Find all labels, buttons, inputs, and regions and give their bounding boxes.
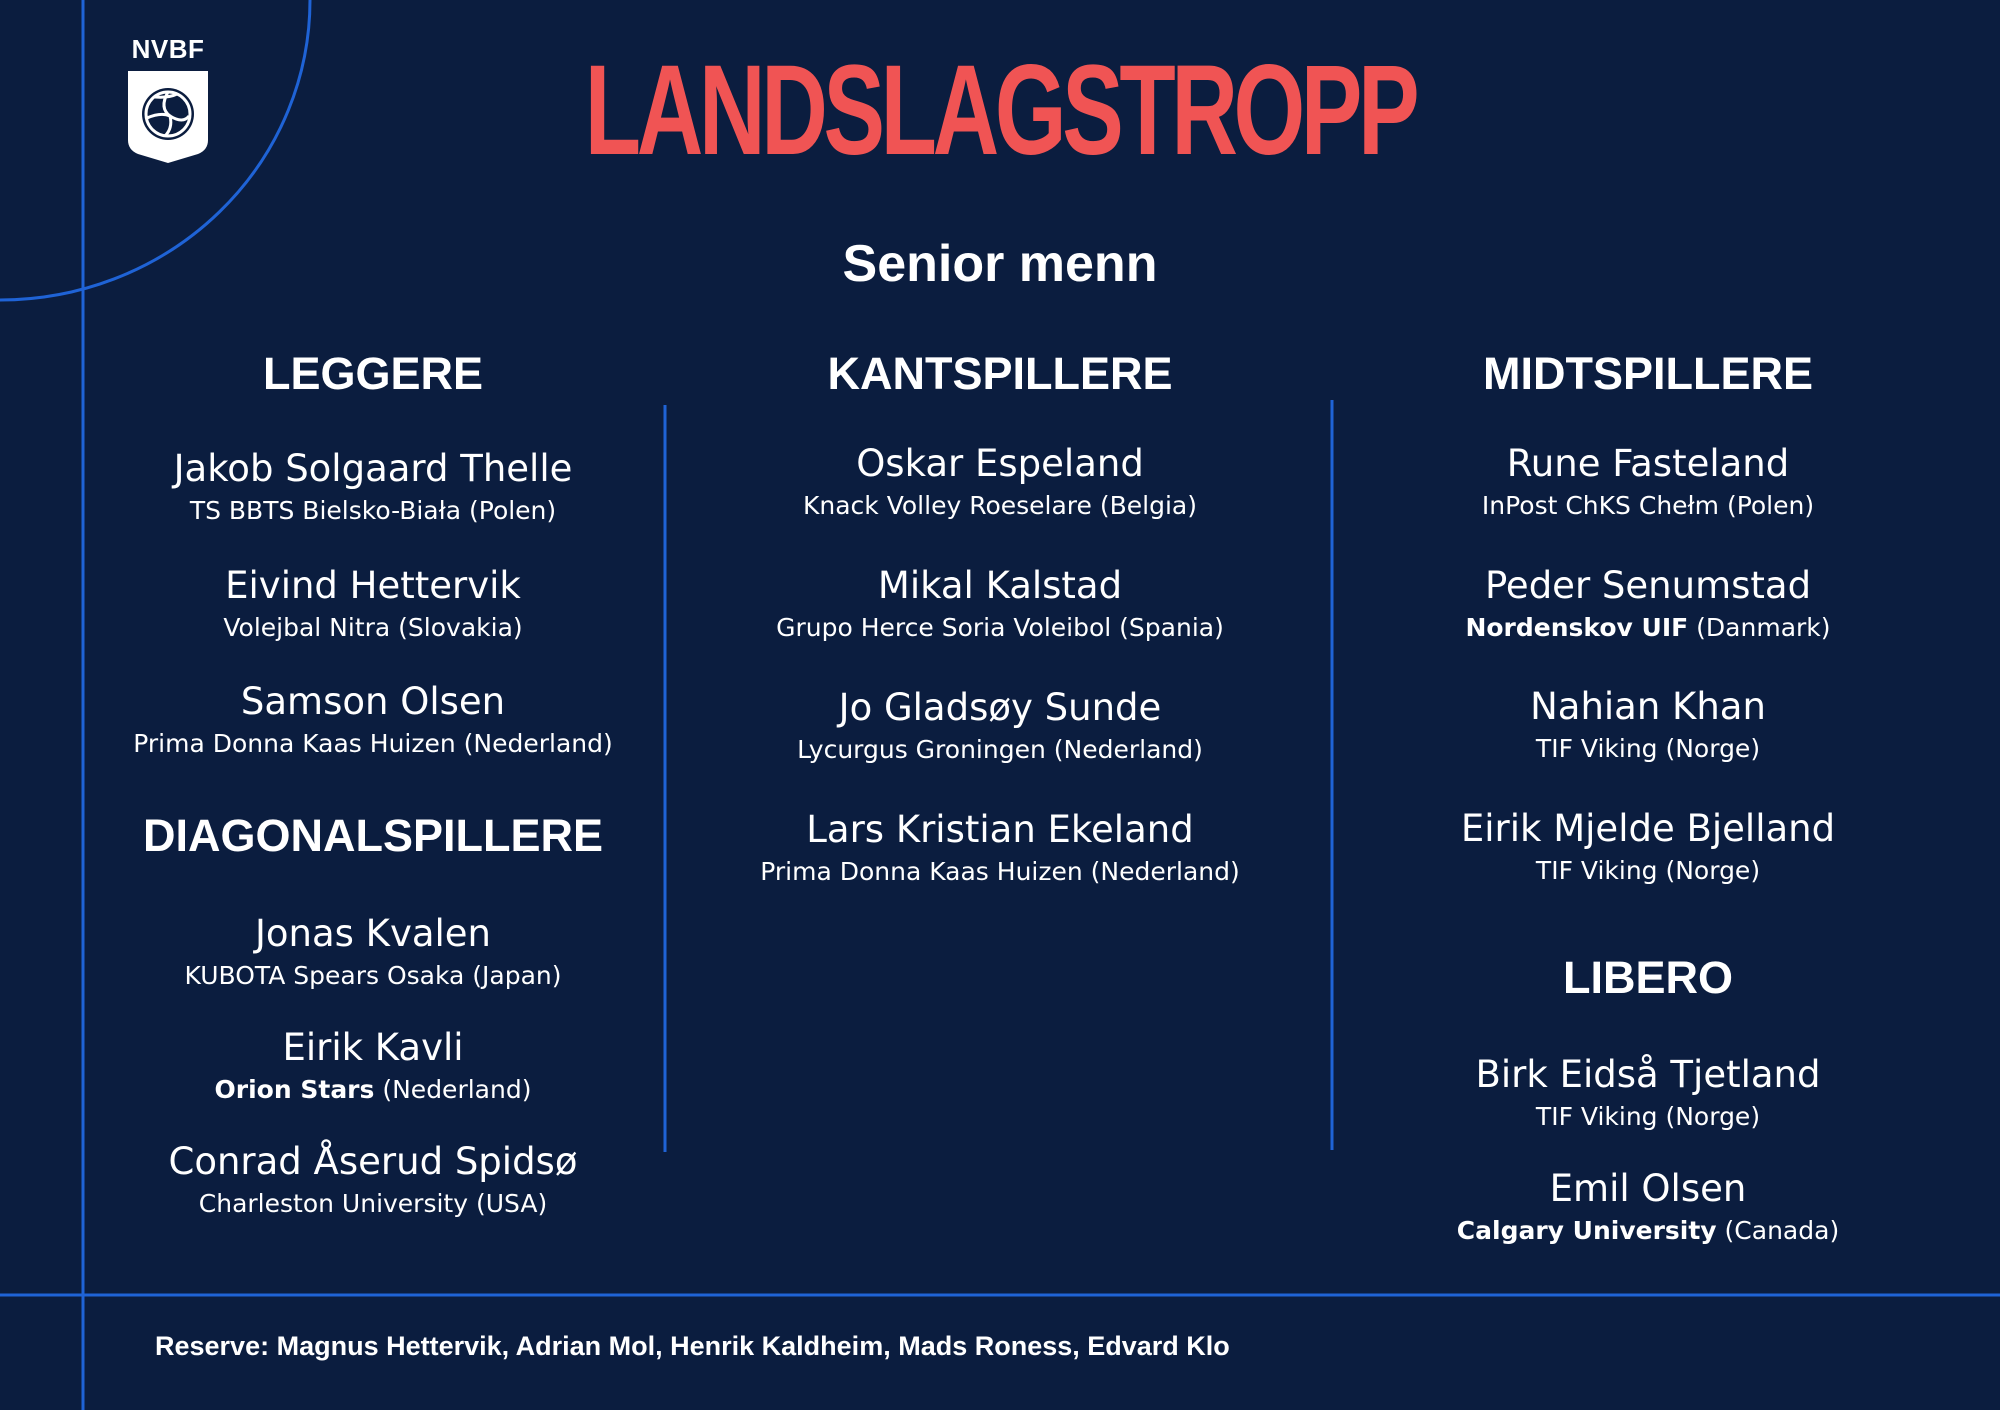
player-entry xyxy=(1398,1166,1898,1248)
player-name: Eirik Kavli xyxy=(282,1026,464,1069)
page-title: LANDSLAGSTROPP xyxy=(584,39,1416,182)
player-name: Eirik Mjelde Bjelland xyxy=(1460,807,1836,850)
player-entry xyxy=(750,563,1250,645)
player-club xyxy=(1398,611,1898,645)
reserve-list: Reserve: Magnus Hettervik, Adrian Mol, Henrik Kaldheim, Mads Roness, Edvard Klo xyxy=(155,1331,1230,1361)
player-club-text: (Nederland) xyxy=(374,1075,532,1104)
column-right xyxy=(1398,0,1898,1290)
player-club-text: Lycurgus Groningen (Nederland) xyxy=(797,735,1203,764)
player-club xyxy=(123,1073,623,1107)
section-heading-midtspillere: MIDTSPILLERE xyxy=(1482,348,1813,399)
player-club xyxy=(750,733,1250,767)
player-club-text: TS BBTS Bielsko-Biała (Polen) xyxy=(189,496,557,525)
player-club-text: TIF Viking (Norge) xyxy=(1535,734,1761,763)
column-left xyxy=(123,0,623,1290)
player-entry xyxy=(123,679,623,761)
player-entry xyxy=(1398,441,1898,523)
player-name: Conrad Åserud Spidsø xyxy=(168,1140,578,1183)
player-club xyxy=(1398,489,1898,523)
player-entry xyxy=(123,563,623,645)
page-subtitle: Senior menn xyxy=(842,235,1158,293)
section-heading-leggere: LEGGERE xyxy=(262,348,484,399)
player-entry xyxy=(123,911,623,993)
section-heading-diagonalspillere: DIAGONALSPILLERE xyxy=(142,810,604,861)
player-club-text: Prima Donna Kaas Huizen (Nederland) xyxy=(760,857,1240,886)
player-name: Peder Senumstad xyxy=(1484,564,1812,607)
player-club-text: (Canada) xyxy=(1716,1216,1840,1245)
player-club-text: Volejbal Nitra (Slovakia) xyxy=(223,613,523,642)
player-entry xyxy=(1398,563,1898,645)
player-entry xyxy=(1398,806,1898,888)
player-name: Jakob Solgaard Thelle xyxy=(173,447,573,490)
player-club xyxy=(750,611,1250,645)
logo-text: NVBF xyxy=(131,34,205,64)
player-entry xyxy=(123,446,623,528)
player-entry xyxy=(1398,684,1898,766)
player-club-bold: Calgary University xyxy=(1456,1216,1717,1245)
player-name: Birk Eidså Tjetland xyxy=(1475,1053,1821,1096)
player-club xyxy=(123,494,623,528)
player-club xyxy=(123,1187,623,1221)
player-name: Nahian Khan xyxy=(1530,685,1766,728)
player-entry xyxy=(123,1025,623,1107)
player-club-text: KUBOTA Spears Osaka (Japan) xyxy=(184,961,562,990)
player-club-text: Prima Donna Kaas Huizen (Nederland) xyxy=(133,729,613,758)
player-entry xyxy=(750,685,1250,767)
player-club xyxy=(750,855,1250,889)
player-name: Oskar Espeland xyxy=(856,442,1144,485)
player-club-text: (Danmark) xyxy=(1688,613,1831,642)
player-club xyxy=(1398,854,1898,888)
player-club xyxy=(1398,1100,1898,1134)
player-name: Mikal Kalstad xyxy=(877,564,1123,607)
player-club xyxy=(123,727,623,761)
player-club-bold: Orion Stars xyxy=(214,1075,375,1104)
player-name: Samson Olsen xyxy=(240,680,506,723)
player-club-text: Charleston University (USA) xyxy=(198,1189,548,1218)
player-entry xyxy=(750,807,1250,889)
player-club-text: InPost ChKS Chełm (Polen) xyxy=(1481,491,1815,520)
section-heading-libero: LIBERO xyxy=(1562,952,1733,1003)
player-club xyxy=(1398,732,1898,766)
section-heading-kantspillere: KANTSPILLERE xyxy=(827,348,1173,399)
player-club-text: Grupo Herce Soria Voleibol (Spania) xyxy=(776,613,1224,642)
player-name: Lars Kristian Ekeland xyxy=(806,808,1194,851)
player-club-text: TIF Viking (Norge) xyxy=(1535,1102,1761,1131)
player-entry xyxy=(123,1139,623,1221)
player-club xyxy=(1398,1214,1898,1248)
player-club xyxy=(123,959,623,993)
player-club-bold: Nordenskov UIF xyxy=(1465,613,1689,642)
player-name: Rune Fasteland xyxy=(1506,442,1790,485)
column-middle xyxy=(750,0,1250,1290)
player-club xyxy=(123,611,623,645)
player-name: Emil Olsen xyxy=(1549,1167,1747,1210)
player-name: Eivind Hettervik xyxy=(225,564,521,607)
player-entry xyxy=(1398,1052,1898,1134)
player-club-text: TIF Viking (Norge) xyxy=(1535,856,1761,885)
player-name: Jo Gladsøy Sunde xyxy=(838,686,1162,729)
player-name: Jonas Kvalen xyxy=(254,912,492,955)
player-club-text: Knack Volley Roeselare (Belgia) xyxy=(803,491,1197,520)
player-entry xyxy=(750,441,1250,523)
player-club xyxy=(750,489,1250,523)
